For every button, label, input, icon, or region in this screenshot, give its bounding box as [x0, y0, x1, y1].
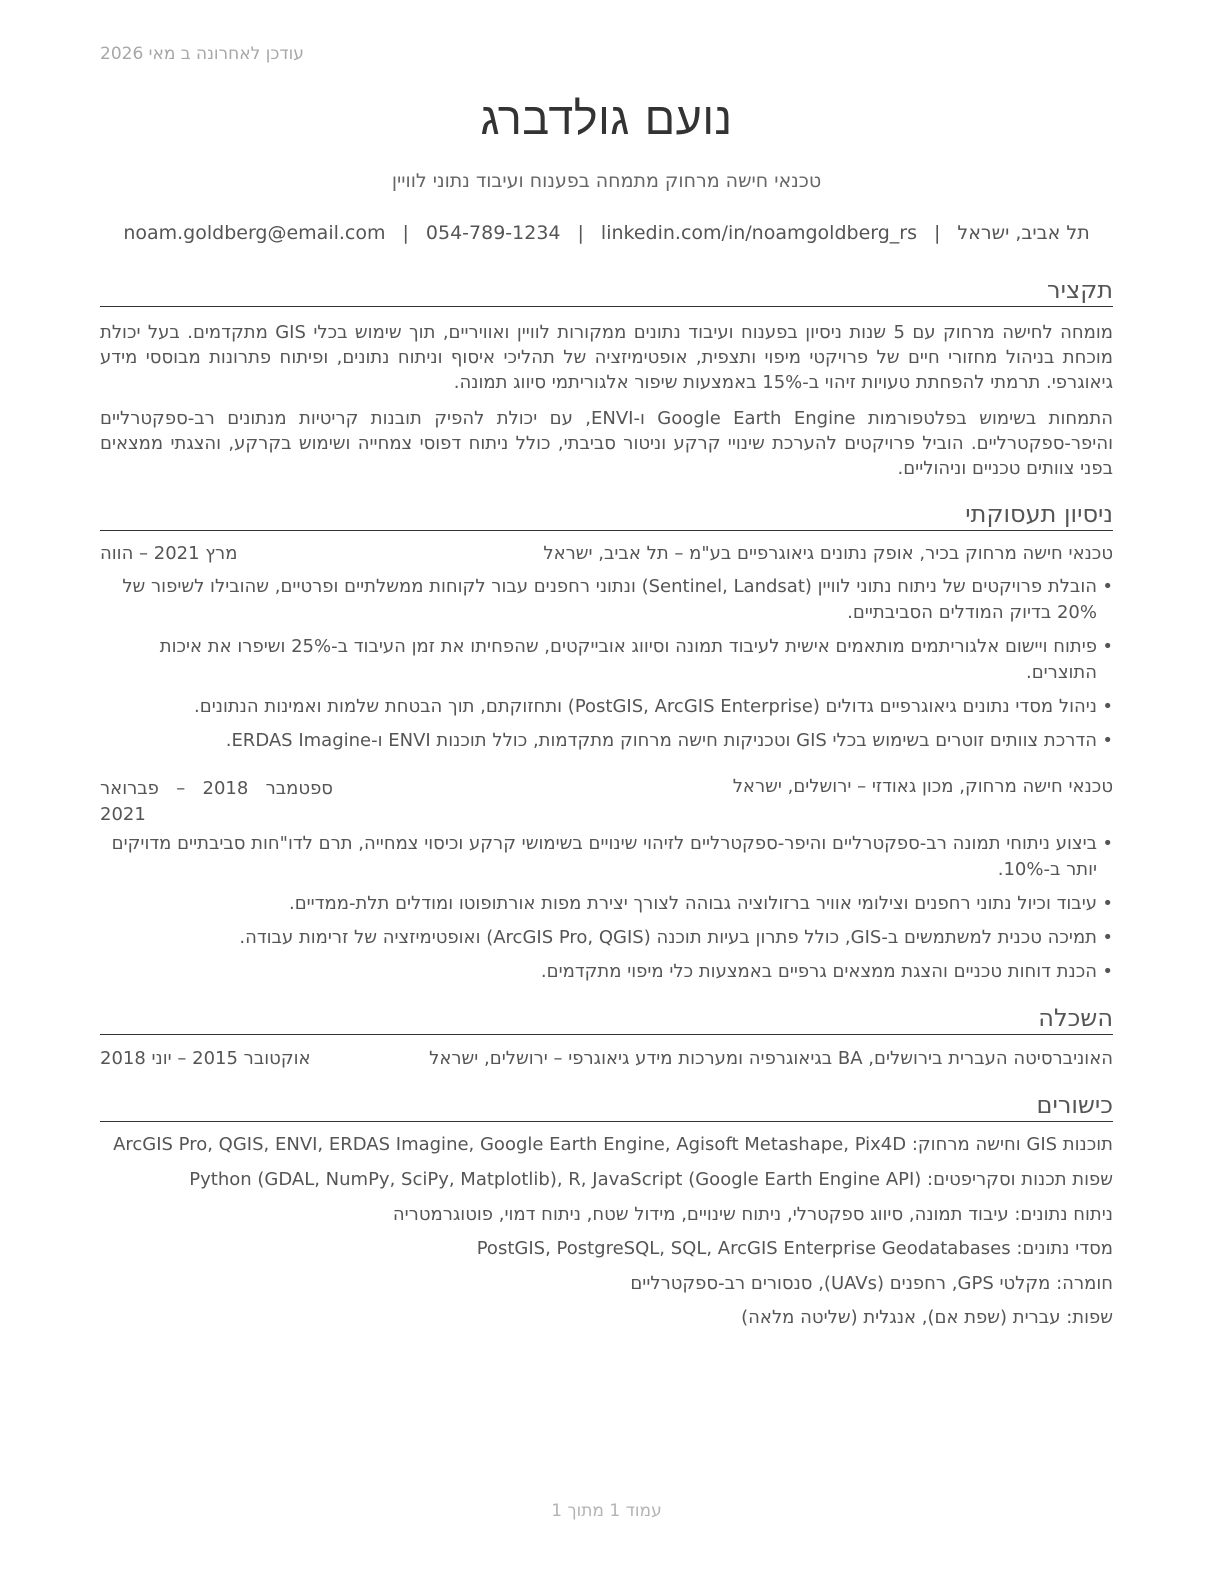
candidate-name: נועם גולדברג	[480, 92, 733, 145]
contact-line	[100, 222, 1113, 244]
page-number: עמוד 1 מתוך 1	[551, 1501, 662, 1521]
summary-paragraph-1: מומחה לחישה מרחוק עם 5 שנות ניסיון בפענוח ועיבוד נתונים ממקורות לוויין ואוויריים, תוך שימוש בכלי GIS מתקדמים. בעל יכולת מוכחת בניהול מחזורי חיים של פרויקטי מיפוי ותצפית, אופטימיזציה של תהליכי איסוף וניתוח נתונים, ופיתוח פתרונות מבוססי מידע גיאוגרפי. תרמתי להפחתת טעויות זיהוי ב-15% באמצעות שיפור אלגוריתמי סיווג תמונה.	[100, 322, 1114, 393]
contact-separator: |	[577, 222, 584, 244]
skills-heading: כישורים	[100, 1091, 1113, 1122]
skill-line: שפות: עברית (שפת אם), אנגלית (שליטה מלאה)	[741, 1307, 1113, 1328]
resume-page	[100, 0, 1113, 1584]
job-header	[100, 543, 1113, 569]
skill-line: מסדי נתונים: PostGIS, PostgreSQL, SQL, ArcGIS Enterprise Geodatabases	[476, 1238, 1113, 1259]
summary-heading: תקציר	[100, 276, 1113, 307]
contact-separator: |	[934, 222, 941, 244]
job-title: טכנאי חישה מרחוק, מכון גאודזי – ירושלים, ישראל	[732, 776, 1113, 797]
skill-line: ניתוח נתונים: עיבוד תמונה, סיווג ספקטרלי, ניתוח שינויים, מידול שטח, ניתוח דמוי, פוטוגרמטריה	[392, 1204, 1113, 1225]
candidate-headline: טכנאי חישה מרחוק מתמחה בפענוח ועיבוד נתוני לוויין	[391, 170, 822, 192]
education-entry	[100, 1048, 1113, 1074]
contact-location: תל אביב, ישראל	[957, 222, 1090, 244]
skill-line: תוכנות GIS וחישה מרחוק: ArcGIS Pro, QGIS, ENVI, ERDAS Imagine, Google Earth Engine, Agisoft Metashape, Pix4D	[113, 1134, 1113, 1155]
experience-heading: ניסיון תעסוקתי	[100, 500, 1113, 531]
list-item: • הדרכת צוותים זוטרים בשימוש בכלי GIS וטכניקות חישה מרחוק מתקדמות, כולל תוכנות ENVI ו-ERDAS Imagine.	[100, 728, 1113, 754]
contact-linkedin[interactable]: linkedin.com/in/noamgoldberg_rs	[600, 222, 918, 244]
list-item: • תמיכה טכנית למשתמשים ב-GIS, כולל פתרון בעיות תוכנה (ArcGIS Pro, QGIS) ואופטימיזציה של זרימות עבודה.	[100, 925, 1113, 951]
job-dates: ספטמבר 2018 – פברואר 2021	[100, 778, 333, 825]
contact-email[interactable]: noam.goldberg@email.com	[123, 222, 386, 244]
job-bullets	[100, 831, 1113, 993]
summary-paragraph-2: התמחות בשימוש בפלטפורמות Google Earth Engine ו-ENVI, עם יכולת להפיק תובנות קריטיות מנתונים רב-ספקטרליים והיפר-ספקטרליים. הוביל פרויקטים להערכת שינויי קרקע וניטור סביבתי, כולל ניתוח דפוסי צמחייה ושימוש בקרקע, והצגתי ממצאים בפני צוותים טכניים וניהוליים.	[100, 408, 1113, 479]
skill-line: שפות תכנות וסקריפטים: Python (GDAL, NumPy, SciPy, Matplotlib), R, JavaScript (Google Earth Engine API)	[189, 1169, 1113, 1190]
skill-line: חומרה: מקלטי GPS, רחפנים (UAVs), סנסורים רב-ספקטרליים	[630, 1273, 1113, 1294]
list-item: • ניהול מסדי נתונים גיאוגרפיים גדולים (PostGIS, ArcGIS Enterprise) ותחזוקתם, תוך הבטחת שלמות ואמינות הנתונים.	[100, 694, 1113, 720]
list-item: • עיבוד וכיול נתוני רחפנים וצילומי אוויר ברזולוציה גבוהה לצורך יצירת מפות אורתופוטו ומודלים תלת-ממדיים.	[100, 891, 1113, 917]
job-dates: מרץ 2021 – הווה	[100, 543, 238, 564]
job-title: טכנאי חישה מרחוק בכיר, אופק נתונים גיאוגרפיים בע"מ – תל אביב, ישראל	[543, 543, 1113, 564]
education-dates: אוקטובר 2015 – יוני 2018	[100, 1048, 311, 1069]
list-item: • הובלת פרויקטים של ניתוח נתוני לוויין (Sentinel, Landsat) ונתוני רחפנים עבור לקוחות ממשלתיים ופרטיים, שהובילו לשיפור של 20% בדיוק המודלים הסביבתיים.	[100, 574, 1113, 626]
job-bullets	[100, 574, 1113, 762]
contact-separator: |	[402, 222, 409, 244]
list-item: • ביצוע ניתוחי תמונה רב-ספקטרליים והיפר-ספקטרליים לזיהוי שינויים בשימושי קרקע וכיסוי צמחייה, תרם לדו"חות סביבתיים מדויקים יותר ב-10%.	[100, 831, 1113, 883]
contact-phone[interactable]: 054-789-1234	[425, 222, 561, 244]
list-item: • פיתוח ויישום אלגוריתמים מותאמים אישית לעיבוד תמונה וסיווג אובייקטים, שהפחיתו את זמן העיבוד ב-25% ושיפרו את איכות התוצרים.	[100, 634, 1113, 686]
list-item: • הכנת דוחות טכניים והצגת ממצאים גרפיים באמצעות כלי מיפוי מתקדמים.	[100, 959, 1113, 985]
last-updated: עודכן לאחרונה ב מאי 2026	[100, 44, 304, 64]
education-title: האוניברסיטה העברית בירושלים, BA בגיאוגרפיה ומערכות מידע גיאוגרפי – ירושלים, ישראל	[429, 1048, 1113, 1069]
job-header	[100, 776, 1113, 825]
education-heading: השכלה	[100, 1004, 1113, 1035]
